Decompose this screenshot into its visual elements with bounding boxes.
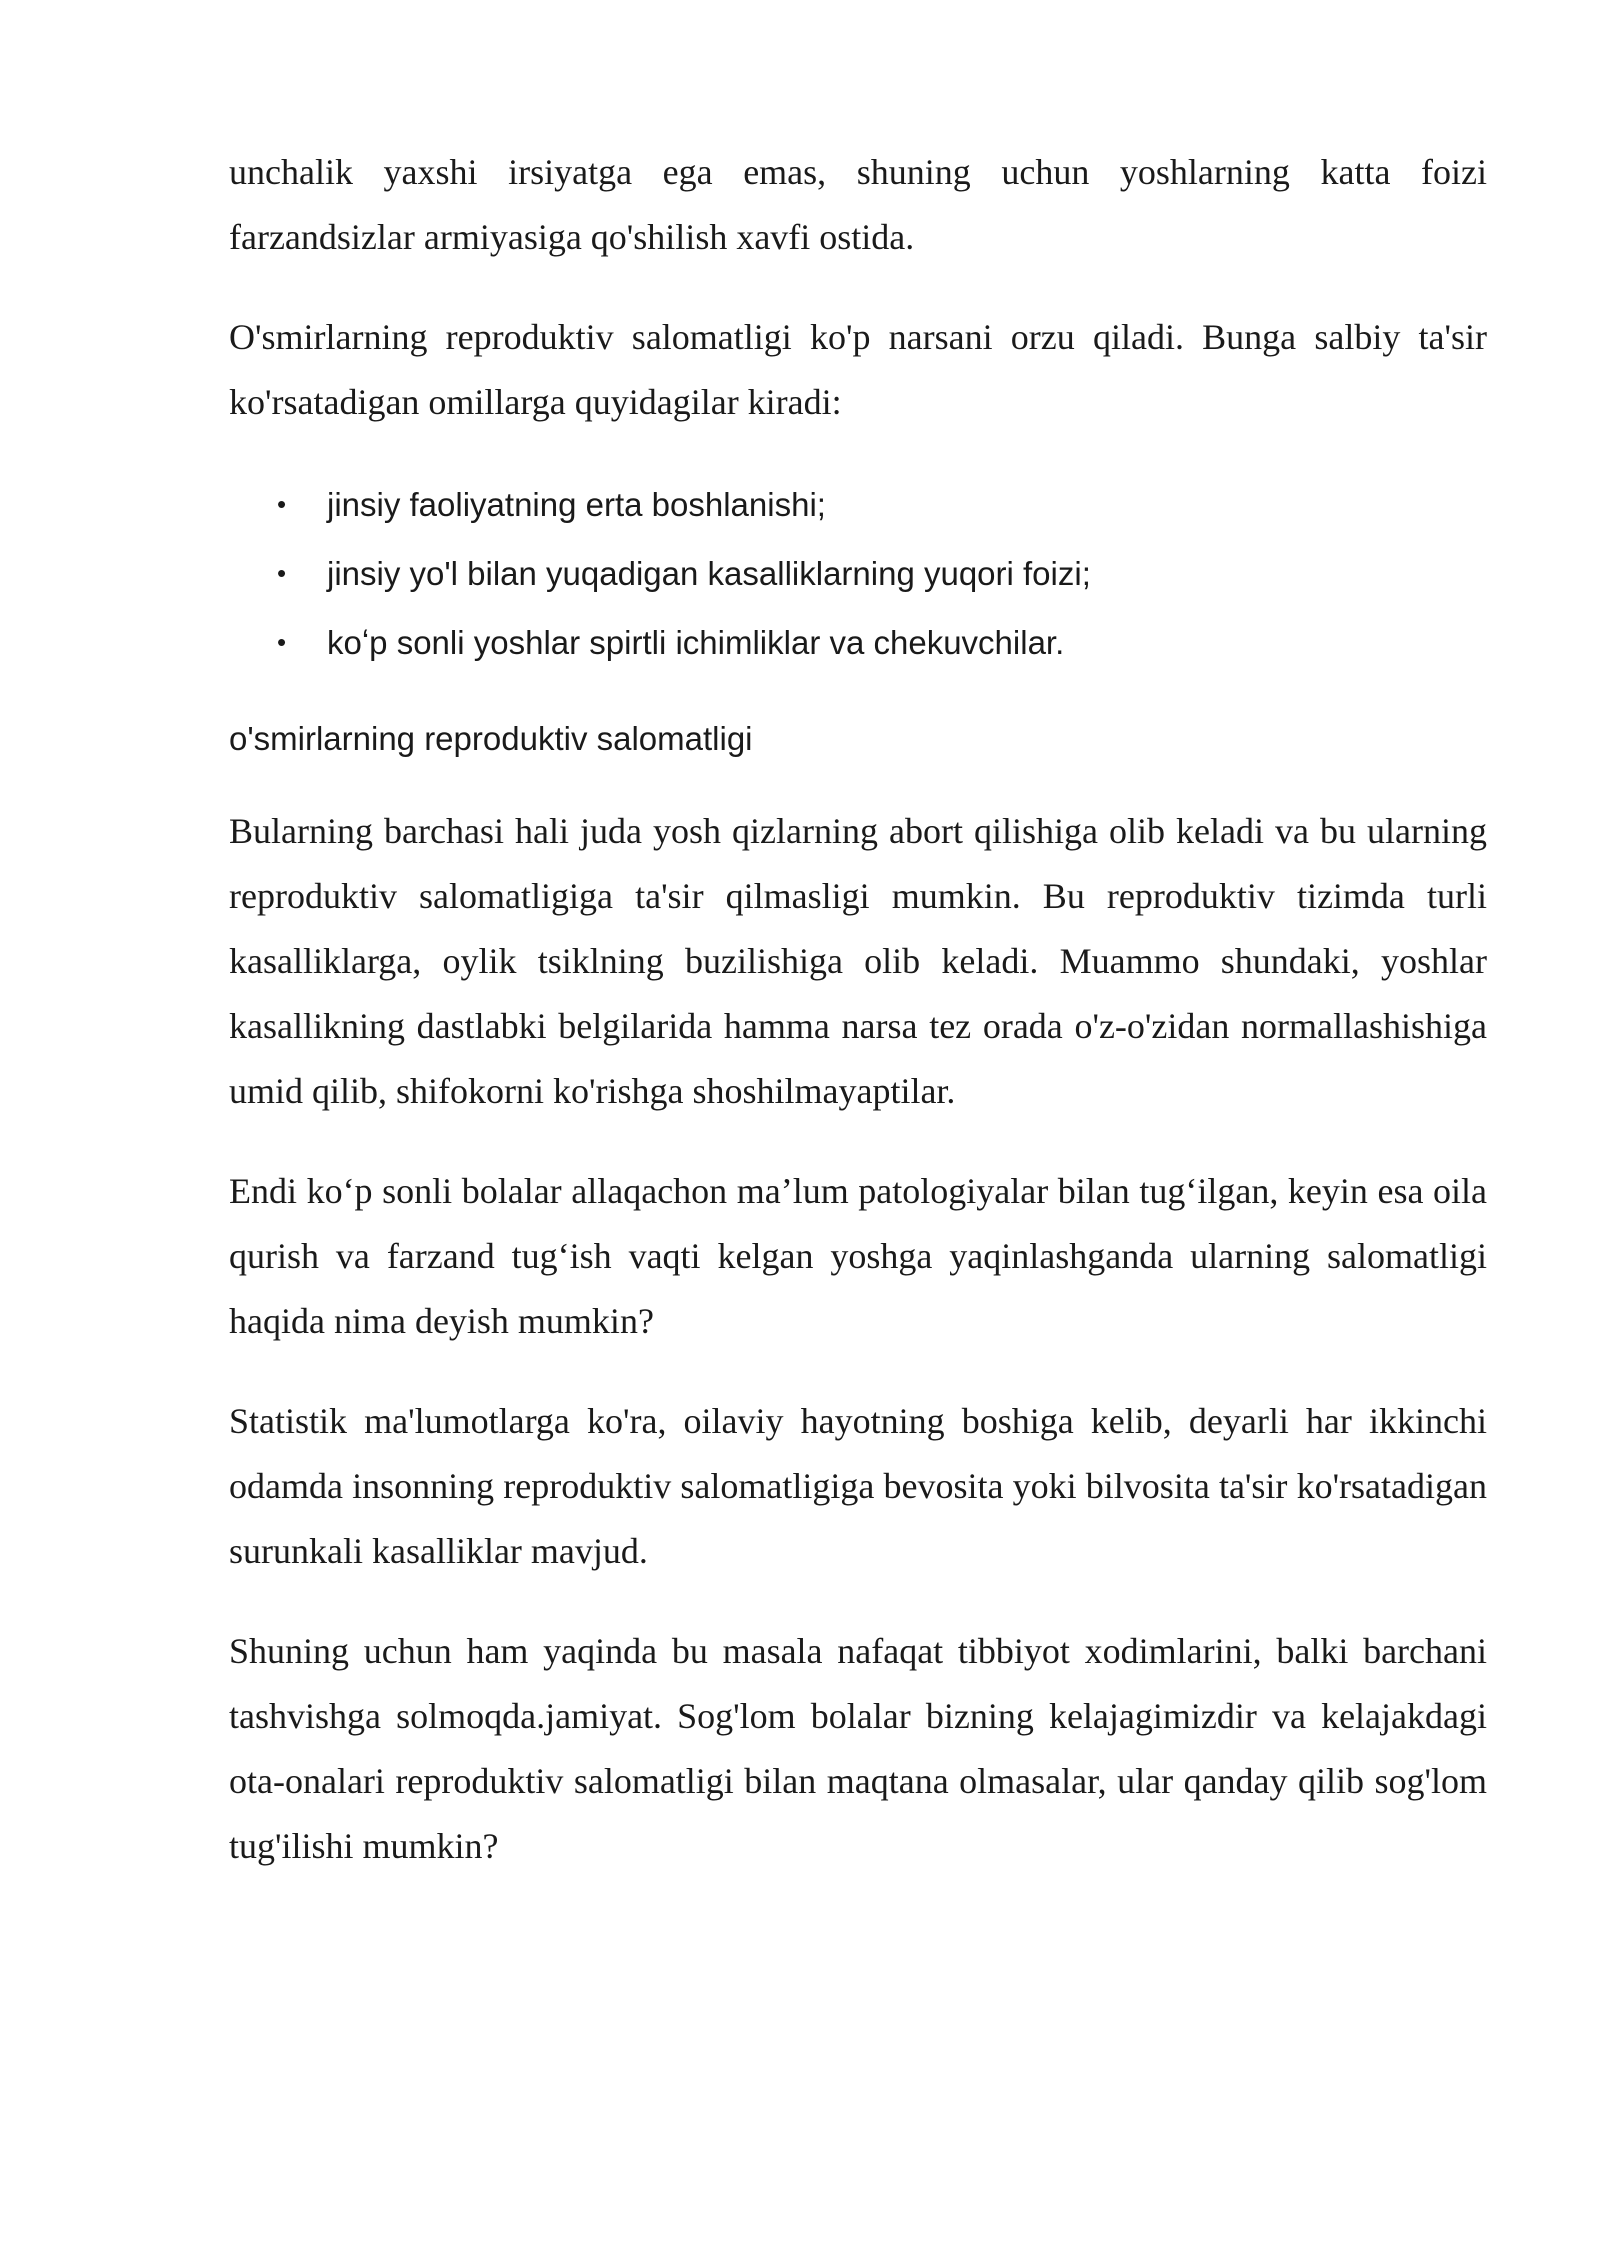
- list-item-text: jinsiy faoliyatning erta boshlanishi;: [327, 486, 826, 523]
- paragraph-intro-factors: O'smirlarning reproduktiv salomatligi ko'p narsani orzu qiladi. Bunga salbiy ta'sir ko'rsatadigan omillarga quyidagilar kiradi:: [229, 317, 1487, 422]
- paragraph-children-health: Endi koʻp sonli bolalar allaqachon maʼlum patologiyalar bilan tugʻilgan, keyin esa oila qurish va farzand tugʻish vaqti kelgan yoshga yaqinlashganda ularning salomatligi haqida nima deyish mumkin?: [229, 1171, 1487, 1341]
- list-item: [277, 470, 1487, 539]
- bullet-icon: •: [277, 489, 287, 519]
- list-item: [277, 608, 1487, 677]
- paragraph-continuation: unchalik yaxshi irsiyatga ega emas, shuning uchun yoshlarning katta foizi farzandsizlar armiyasiga qo'shilish xavfi ostida.: [229, 152, 1487, 257]
- list-item-text: jinsiy yo'l bilan yuqadigan kasalliklarning yuqori foizi;: [327, 555, 1091, 592]
- section-subheading: o'smirlarning reproduktiv salomatligi: [229, 720, 753, 757]
- factors-list: [229, 470, 1487, 677]
- bullet-icon: •: [277, 558, 287, 588]
- bullet-icon: •: [277, 627, 287, 657]
- paragraph-statistics: Statistik ma'lumotlarga ko'ra, oilaviy hayotning boshiga kelib, deyarli har ikkinchi odamda insonning reproduktiv salomatligiga bevosita yoki bilvosita ta'sir ko'rsatadigan surunkali kasalliklar mavjud.: [229, 1401, 1487, 1571]
- document-page: [229, 140, 1487, 1914]
- list-item: [277, 539, 1487, 608]
- paragraph-society-concern: Shuning uchun ham yaqinda bu masala nafaqat tibbiyot xodimlarini, balki barchani tashvishga solmoqda.jamiyat. Sog'lom bolalar bizning kelajagimizdir va kelajakdagi ota-onalari reproduktiv salomatligi bilan maqtana olmasalar, ular qanday qilib sog'lom tug'ilishi mumkin?: [229, 1631, 1487, 1866]
- list-item-text: koʻp sonli yoshlar spirtli ichimliklar va chekuvchilar.: [327, 624, 1065, 661]
- paragraph-abortion-consequences: Bularning barchasi hali juda yosh qizlarning abort qilishiga olib keladi va bu ularning reproduktiv salomatligiga ta'sir qilmasligi mumkin. Bu reproduktiv tizimda turli kasalliklarga, oylik tsiklning buzilishiga olib keladi. Muammo shundaki, yoshlar kasallikning dastlabki belgilarida hamma narsa tez orada o'z-o'zidan normallashishiga umid qilib, shifokorni ko'rishga shoshilmayaptilar.: [229, 811, 1487, 1111]
